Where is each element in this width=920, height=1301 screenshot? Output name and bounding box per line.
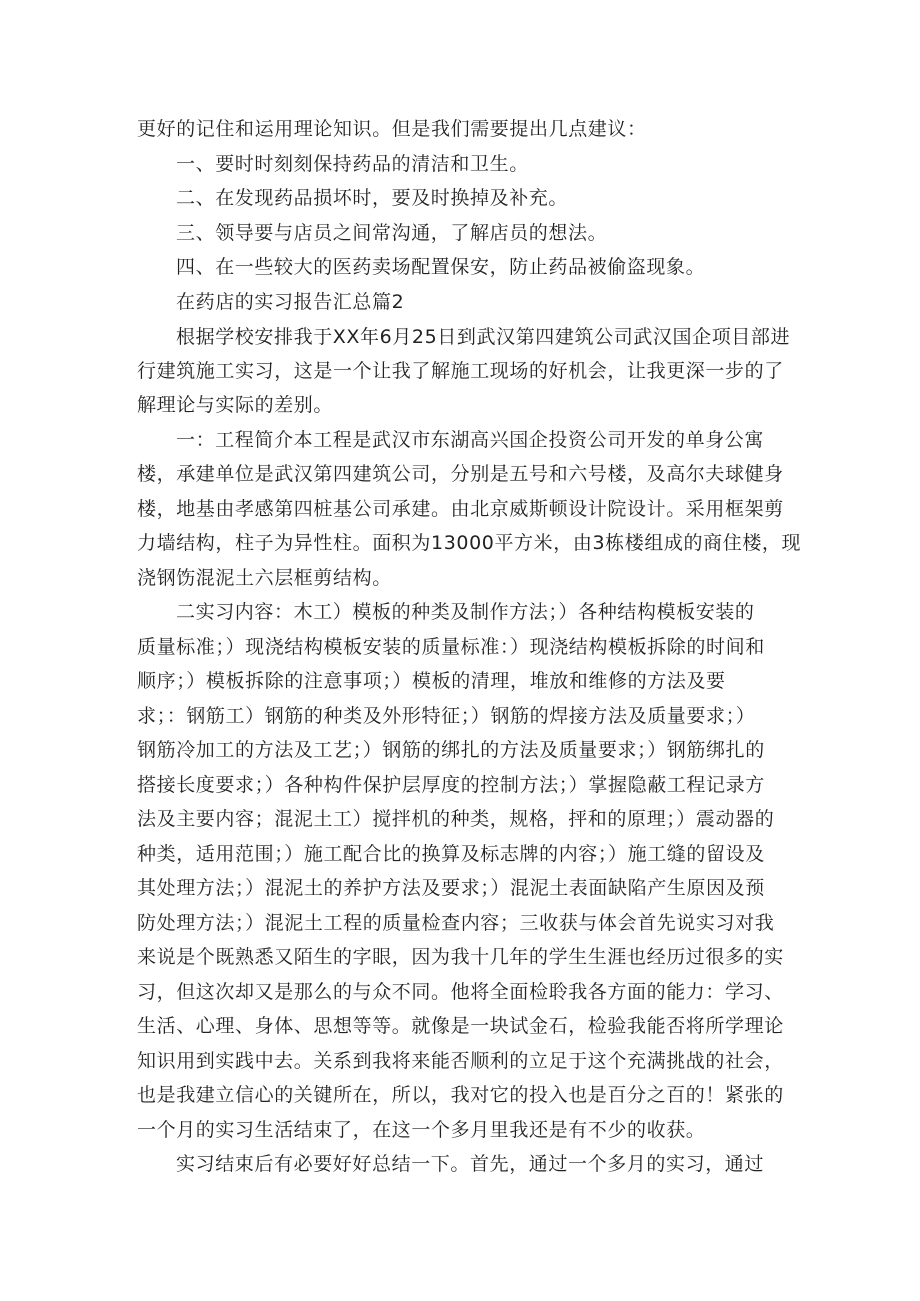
text-line: 更好的记住和运用理论知识。但是我们需要提出几点建议： (137, 118, 647, 140)
text-line: 知识用到实践中去。关系到我将来能否顺利的立足于这个充满挑战的社会， (137, 1050, 784, 1072)
text-line: 质量标准；）现浇结构模板安装的质量标准：）现浇结构模板拆除的时间和 (137, 636, 765, 658)
text-line: 力墙结构，柱子为异性柱。面积为13000平方米，由3栋楼组成的商住楼，现 (137, 532, 802, 554)
text-line: 楼，承建单位是武汉第四建筑公司，分别是五号和六号楼，及高尔夫球健身 (137, 463, 784, 485)
text-line: 二实习内容：木工）模板的种类及制作方法；）各种结构模板安装的 (176, 601, 755, 623)
text-line: 顺序；）模板拆除的注意事项；）模板的清理，堆放和维修的方法及要 (137, 670, 726, 692)
text-line: 来说是个既熟悉又陌生的字眼，因为我十几年的学生生涯也经历过很多的实 (137, 946, 784, 968)
text-line: 浇钢饬混泥土六层框剪结构。 (137, 567, 392, 589)
text-line: 习，但这次却又是那么的与众不同。他将全面检聆我各方面的能力：学习、 (137, 981, 784, 1003)
text-line: 其处理方法；）混泥土的养护方法及要求；）混泥土表面缺陷产生原因及预 (137, 877, 765, 899)
text-line: 种类，适用范围；）施工配合比的换算及标志牌的内容；）施工缝的留设及 (137, 843, 765, 865)
suggestion-item: 四、在一些较大的医药卖场配置保安，防止药品被偷盗现象。 (176, 256, 706, 278)
text-line: 一：工程简介本工程是武汉市东湖高兴国企投资公司开发的单身公寓 (176, 429, 765, 451)
text-line: 钢筋冷加工的方法及工艺；）钢筋的绑扎的方法及质量要求；）钢筋绑扎的 (137, 739, 765, 761)
suggestion-item: 一、要时时刻刻保持药品的清洁和卫生。 (176, 153, 529, 175)
text-line: 防处理方法；）混泥土工程的质量检查内容；三收获与体会首先说实习对我 (137, 912, 775, 934)
text-line: 行建筑施工实习，这是一个让我了解施工现场的好机会，让我更深一步的了 (137, 360, 784, 382)
suggestion-item: 三、领导要与店员之间常沟通，了解店员的想法。 (176, 222, 608, 244)
text-line: 法及主要内容；混泥土工）搅拌机的种类，规格，抨和的原理；）震动器的 (137, 808, 775, 830)
text-line: 求；：钢筋工）钢筋的种类及外形特征；）钢筋的焊接方法及质量要求；） (137, 705, 756, 727)
text-line: 楼，地基由孝感第四桩基公司承建。由北京威斯顿设计院设计。采用框架剪 (137, 498, 784, 520)
text-line: 根据学校安排我于XX年6月25日到武汉第四建筑公司武汉国企项目部进 (176, 326, 791, 348)
suggestion-item: 二、在发现药品损坏时，要及时换掉及补充。 (176, 187, 569, 209)
text-line: 解理论与实际的差别。 (137, 394, 334, 416)
text-line: 搭接长度要求；）各种构件保护层厚度的控制方法；）掌握隐蔽工程记录方 (137, 774, 765, 796)
text-line: 生活、心理、身体、思想等等。就像是一块试金石，检验我能否将所学理论 (137, 1015, 784, 1037)
text-line: 实习结束后有必要好好总结一下。首先，通过一个多月的实习，通过 (176, 1153, 765, 1175)
text-line: 一个月的实习生活结束了，在这一个多月里我还是有不少的收获。 (137, 1119, 706, 1141)
section-heading: 在药店的实习报告汇总篇2 (176, 291, 405, 313)
text-line: 也是我建立信心的关键所在，所以，我对它的投入也是百分之百的！紧张的 (137, 1084, 784, 1106)
